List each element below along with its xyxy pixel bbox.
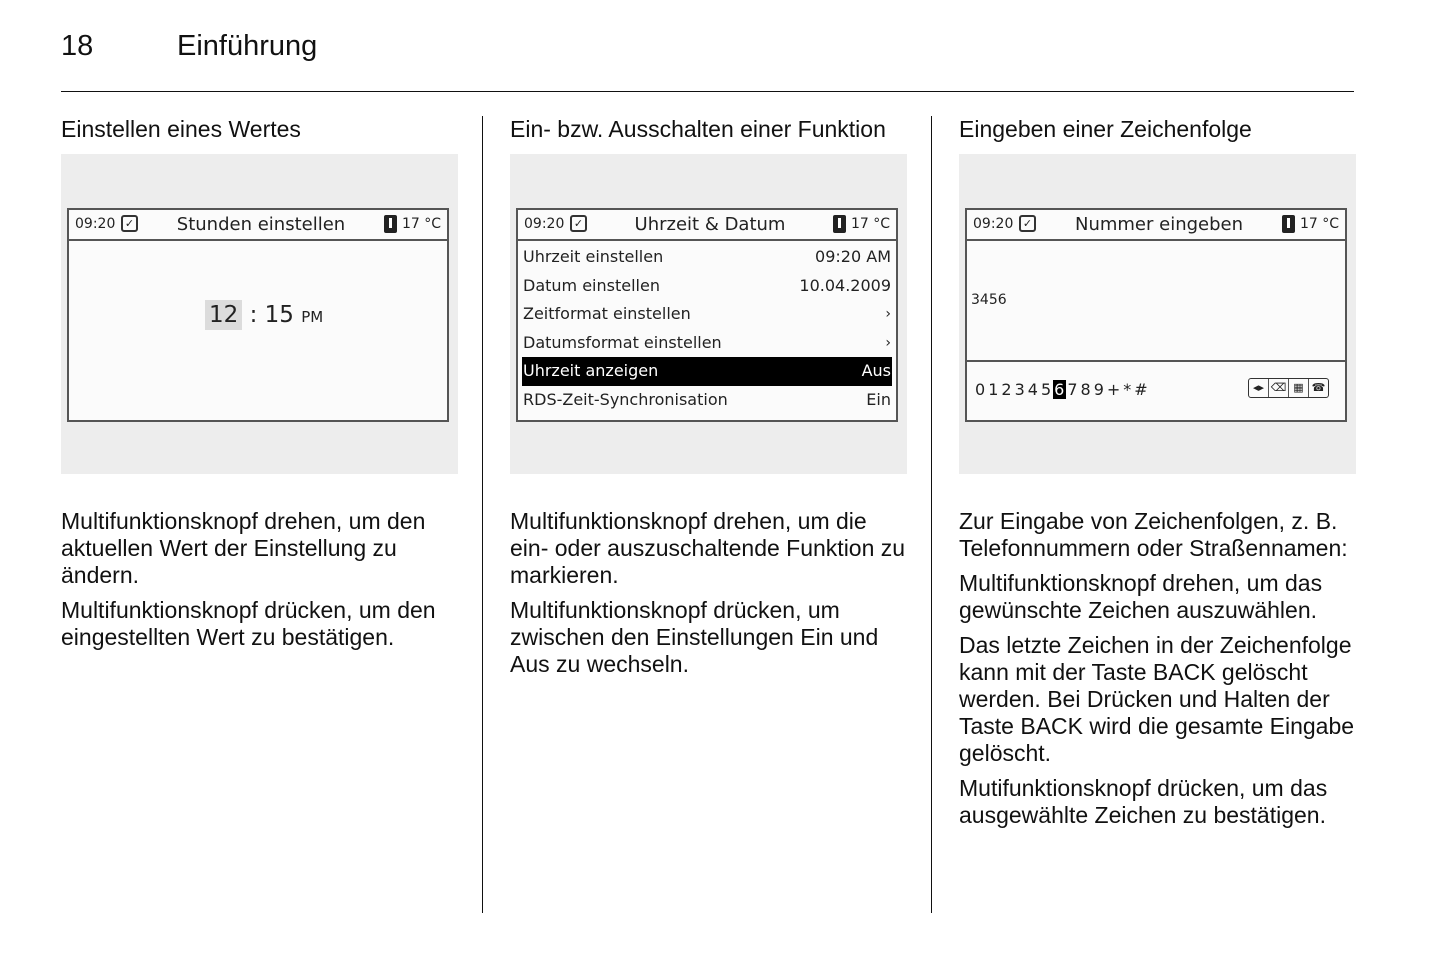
char-option[interactable]: * bbox=[1123, 380, 1133, 399]
display-screen bbox=[965, 208, 1347, 422]
display-screen bbox=[67, 208, 449, 422]
char-option[interactable]: 5 bbox=[1040, 380, 1053, 399]
menu-item-value: 09:20 AM bbox=[815, 247, 891, 266]
char-option[interactable]: 0 bbox=[975, 380, 987, 399]
column-divider bbox=[482, 116, 483, 913]
status-bar bbox=[518, 210, 896, 241]
status-temperature: 17 °C bbox=[1299, 216, 1339, 232]
column-toggle-function bbox=[510, 114, 907, 678]
settings-menu bbox=[518, 243, 896, 414]
status-bar bbox=[69, 210, 447, 241]
paragraph: Zur Eingabe von Zeichenfolgen, z. B. Telefonnummern oder Straßennamen: bbox=[959, 508, 1348, 561]
screen-title: Stunden einstellen bbox=[176, 214, 346, 235]
paragraph: Multifunktionsknopf drücken, um den eingestellten Wert zu bestätigen. bbox=[61, 597, 436, 650]
status-time: 09:20 bbox=[973, 216, 1014, 232]
entered-number: 3456 bbox=[971, 292, 1007, 308]
phone-icon[interactable]: ☎ bbox=[1311, 381, 1326, 394]
screen-title: Nummer eingeben bbox=[1074, 214, 1244, 235]
menu-item-label: Uhrzeit anzeigen bbox=[523, 361, 659, 380]
time-separator: : bbox=[249, 302, 258, 328]
thermometer-icon bbox=[384, 215, 397, 233]
char-option[interactable]: 9 bbox=[1093, 380, 1105, 399]
menu-item-value: Aus bbox=[861, 361, 891, 380]
menu-item-label: Zeitformat einstellen bbox=[523, 304, 691, 323]
chevron-right-icon: › bbox=[885, 306, 891, 322]
clock-icon: ✓ bbox=[1019, 215, 1036, 232]
paragraph: Mutifunktionsknopf drücken, um das ausgewählte Zeichen zu bestätigen. bbox=[959, 775, 1328, 828]
character-selector bbox=[974, 380, 1150, 399]
menu-item-value: Ein bbox=[866, 389, 891, 409]
page-number: 18 bbox=[61, 30, 94, 62]
keyboard-icon[interactable]: ▦ bbox=[1289, 379, 1309, 397]
char-option[interactable]: + bbox=[1106, 380, 1122, 399]
menu-item-set-time[interactable] bbox=[518, 243, 896, 272]
menu-item-set-date[interactable] bbox=[518, 272, 896, 301]
page-title: Einführung bbox=[177, 30, 318, 62]
action-icons bbox=[1248, 378, 1329, 398]
status-time: 09:20 bbox=[524, 216, 565, 232]
display-screen bbox=[516, 208, 898, 422]
section-heading: Ein- bzw. Ausschalten einer Funktion bbox=[510, 116, 886, 142]
char-option[interactable]: 2 bbox=[1001, 380, 1013, 399]
menu-item-label: Datum einstellen bbox=[523, 275, 660, 295]
time-value bbox=[205, 302, 323, 328]
thermometer-icon bbox=[833, 215, 846, 233]
speaker-icon[interactable]: ◂▸ bbox=[1249, 379, 1269, 397]
char-option[interactable]: 8 bbox=[1080, 380, 1092, 399]
char-option[interactable]: # bbox=[1134, 380, 1149, 399]
hour-value[interactable]: 12 bbox=[205, 300, 242, 330]
char-option-selected[interactable]: 6 bbox=[1054, 380, 1066, 399]
status-temperature: 17 °C bbox=[850, 216, 890, 232]
clock-icon: ✓ bbox=[121, 215, 138, 232]
thermometer-icon bbox=[1282, 215, 1295, 233]
status-time: 09:20 bbox=[75, 216, 116, 232]
paragraph: Multifunktionsknopf drehen, um den aktuellen Wert der Einstellung zu ändern. bbox=[61, 508, 426, 588]
paragraph: Multifunktionsknopf drehen, um das gewünschte Zeichen auszuwählen. bbox=[959, 570, 1323, 623]
figure bbox=[959, 154, 1356, 474]
paragraph: Das letzte Zeichen in der Zeichenfolge kann mit der Taste BACK gelöscht werden. Bei Drücken und Halten der Taste BACK wird die gesamte Eingabe gelöscht. bbox=[959, 632, 1355, 766]
status-bar bbox=[967, 210, 1345, 241]
char-option[interactable]: 7 bbox=[1067, 380, 1079, 399]
paragraph: Multifunktionsknopf drücken, um zwischen den Einstellungen Ein und Aus zu wechseln. bbox=[510, 597, 879, 677]
backspace-icon[interactable]: ⌫ bbox=[1269, 379, 1289, 397]
menu-item-label: RDS-Zeit-Synchronisation bbox=[523, 389, 728, 409]
column-set-value bbox=[61, 114, 458, 651]
section-heading: Einstellen eines Wertes bbox=[61, 116, 301, 142]
clock-icon: ✓ bbox=[570, 215, 587, 232]
chevron-right-icon: › bbox=[885, 334, 891, 351]
figure bbox=[61, 154, 458, 474]
menu-item-time-format[interactable] bbox=[518, 300, 896, 329]
header-rule bbox=[61, 91, 1354, 92]
ampm-value[interactable]: PM bbox=[301, 308, 324, 326]
section-heading: Eingeben einer Zeichenfolge bbox=[959, 116, 1252, 142]
menu-item-rds-sync[interactable] bbox=[518, 386, 896, 415]
character-bar bbox=[967, 360, 1345, 420]
menu-item-date-format[interactable] bbox=[518, 329, 896, 358]
char-option[interactable]: 1 bbox=[988, 380, 1000, 399]
status-temperature: 17 °C bbox=[401, 216, 441, 232]
menu-item-label: Datumsformat einstellen bbox=[523, 332, 722, 352]
column-enter-string bbox=[959, 114, 1356, 829]
menu-item-show-time[interactable] bbox=[522, 357, 892, 386]
char-option[interactable]: 3 bbox=[1014, 380, 1026, 399]
menu-item-label: Uhrzeit einstellen bbox=[523, 247, 664, 266]
paragraph: Multifunktionsknopf drehen, um die ein- oder auszuschaltende Funktion zu markieren. bbox=[510, 508, 906, 588]
column-divider bbox=[931, 116, 932, 913]
char-option[interactable]: 4 bbox=[1027, 380, 1039, 399]
minute-value[interactable]: 15 bbox=[264, 302, 294, 328]
menu-item-value: 10.04.2009 bbox=[799, 275, 891, 295]
figure bbox=[510, 154, 907, 474]
screen-title: Uhrzeit & Datum bbox=[634, 214, 786, 235]
